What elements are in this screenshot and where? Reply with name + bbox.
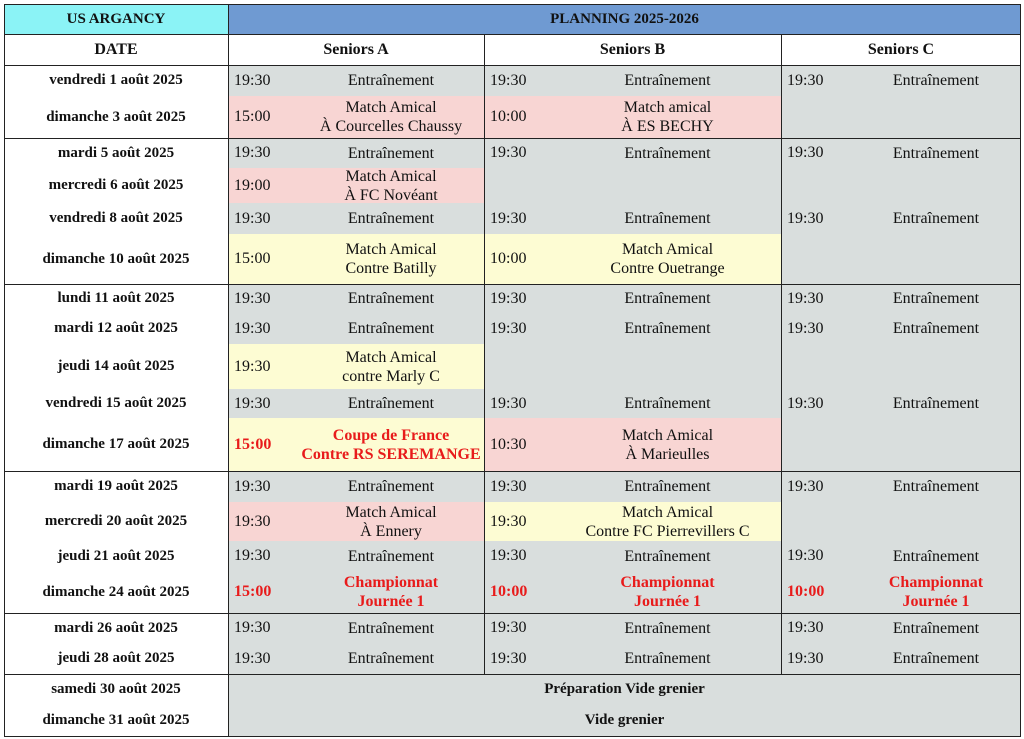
slot-time: 15:00 [234,250,271,267]
slot-time: 19:30 [787,71,824,89]
schedule-row [4,613,1021,643]
schedule-row [4,284,1021,313]
date-cell: lundi 11 août 2025 [4,284,228,313]
slot-activity [554,571,781,613]
slot-seniors-a [228,234,484,284]
slot-time: 15:00 [234,435,272,453]
date-cell: vendredi 1 août 2025 [4,65,228,96]
activity-line: Entraînement [624,290,711,307]
grid-line-vertical [1020,4,1021,737]
activity-line: Match amical [623,99,712,116]
slot-seniors-b [484,96,781,138]
slot-activity [554,96,781,138]
date-cell: mardi 19 août 2025 [4,471,228,502]
slot-seniors-a [228,613,484,643]
activity-line: Entraînement [624,72,711,89]
slot-seniors-b [484,471,781,502]
slot-seniors-a [228,389,484,418]
activity-line: Entraînement [624,650,711,667]
slot-seniors-b [484,502,781,541]
activity-line: Contre RS SEREMANGE [301,445,481,463]
slot-seniors-a [228,541,484,571]
activity-line: Match Amical [345,503,437,521]
slot-activity [851,313,1021,344]
activity-line: Entraînement [624,210,711,227]
schedule-row [4,571,1021,613]
slot-seniors-a [228,313,484,344]
slot-time: 10:00 [787,583,825,600]
activity-line: Contre FC Pierrevillers C [585,522,750,540]
date-cell: dimanche 3 août 2025 [4,96,228,138]
activity-line: Match Amical [621,241,714,258]
slot-time: 10:00 [490,583,528,600]
schedule-row [4,234,1021,284]
slot-seniors-b [484,234,781,284]
activity-line: Coupe de France [332,426,450,444]
activity-line: Entraînement [347,144,435,162]
slot-seniors-a [228,284,484,313]
slot-activity [554,313,781,344]
slot-seniors-b [484,138,781,168]
slot-seniors-a [228,65,484,96]
grid-line-horizontal [4,471,1021,472]
activity-line: Entraînement [347,290,435,307]
activity-line: Entraînement [624,144,711,162]
date-cell: mercredi 6 août 2025 [4,168,228,203]
slot-time: 19:30 [787,209,824,227]
slot-time: 19:30 [490,547,527,564]
slot-activity [298,203,484,234]
slot-seniors-c [781,471,1021,502]
slot-activity [298,234,484,284]
activity-line: contre Marly C [342,367,440,385]
slot-seniors-a [228,344,484,389]
slot-time: 10:30 [490,435,527,453]
date-cell: vendredi 15 août 2025 [4,389,228,418]
slot-seniors-c [781,96,1021,138]
schedule-row [4,471,1021,502]
schedule-row [4,138,1021,168]
slot-activity [851,138,1021,168]
slot-activity [298,613,484,643]
slot-seniors-a [228,203,484,234]
activity-line: Entraînement [347,72,435,89]
slot-time: 15:00 [234,108,271,125]
slot-time: 19:30 [787,477,824,495]
slot-time: 19:30 [234,144,271,161]
slot-time: 19:30 [490,209,527,227]
slot-time: 19:30 [490,649,527,667]
grid-line-vertical [228,4,229,737]
slot-time: 19:30 [787,319,824,337]
slot-seniors-b [484,65,781,96]
activity-line: Entraînement [347,650,435,667]
slot-seniors-a [228,502,484,541]
slot-activity [851,389,1021,418]
slot-activity [851,65,1021,96]
activity-line: Match Amical [345,99,437,116]
date-cell: mardi 12 août 2025 [4,313,228,344]
slot-time: 19:30 [787,144,824,161]
slot-time: 19:30 [490,319,527,337]
slot-activity [554,613,781,643]
activity-line: Journée 1 [357,593,425,610]
slot-activity [851,284,1021,313]
slot-activity [554,389,781,418]
date-cell: dimanche 17 août 2025 [4,418,228,471]
date-cell: jeudi 28 août 2025 [4,643,228,674]
activity-line: Entraînement [892,210,980,227]
slot-activity [554,284,781,313]
slot-seniors-b [484,571,781,613]
grid-line-horizontal [4,4,1021,5]
activity-line: Entraînement [347,478,435,495]
slot-activity [851,203,1021,234]
slot-time: 19:30 [234,319,271,337]
slot-activity [554,643,781,674]
schedule-row [4,418,1021,471]
date-cell: samedi 30 août 2025 [4,674,228,705]
slot-activity [298,138,484,168]
planning-title: PLANNING 2025-2026 [228,4,1021,34]
activity-line: À Ennery [360,522,422,540]
slot-time: 19:30 [234,357,271,375]
activity-line: Entraînement [624,395,711,412]
slot-time: 10:00 [490,108,527,125]
activity-line: Entraînement [347,395,435,412]
activity-line: Entraînement [624,619,711,637]
slot-activity [298,168,484,203]
grid-line-horizontal [4,34,1021,35]
activity-line: Match Amical [345,167,437,185]
slot-seniors-c [781,643,1021,674]
column-header-row [4,34,1021,65]
slot-seniors-c [781,234,1021,284]
slot-time: 19:30 [787,619,824,636]
slot-seniors-c [781,502,1021,541]
slot-seniors-b [484,613,781,643]
slot-seniors-c [781,613,1021,643]
date-cell: jeudi 14 août 2025 [4,344,228,389]
activity-line: Match Amical [621,426,714,444]
slot-time: 19:30 [234,289,271,307]
date-cell: mardi 26 août 2025 [4,613,228,643]
schedule-row [4,203,1021,234]
slot-time: 15:00 [234,583,272,600]
slot-seniors-b [484,313,781,344]
slot-seniors-c [781,138,1021,168]
activity-line: Match Amical [621,503,714,521]
slot-activity [298,541,484,571]
activity-line: Entraînement [347,619,435,637]
activity-line: Journée 1 [633,593,702,610]
schedule-row [4,389,1021,418]
slot-time: 19:30 [490,289,527,307]
activity-line: Entraînement [892,144,980,162]
slot-activity [554,471,781,502]
slot-activity [851,643,1021,674]
activity-line: Entraînement [892,619,980,637]
slot-time: 19:30 [787,394,824,412]
date-cell: mardi 5 août 2025 [4,138,228,168]
slot-activity [298,313,484,344]
activity-line: Match Amical [345,348,437,366]
slot-time: 19:30 [234,477,271,495]
slot-seniors-c [781,313,1021,344]
slot-time: 19:30 [234,394,271,412]
slot-activity [554,234,781,284]
activity-line: Entraînement [624,547,711,565]
slot-activity [298,284,484,313]
slot-activity [554,418,781,471]
activity-line: Match Amical [345,241,437,258]
slot-activity [554,138,781,168]
date-cell: dimanche 31 août 2025 [4,705,228,736]
slot-seniors-c [781,65,1021,96]
slot-time: 19:30 [490,512,527,530]
slot-seniors-c [781,571,1021,613]
slot-seniors-c [781,418,1021,471]
slot-seniors-b [484,418,781,471]
date-cell: dimanche 10 août 2025 [4,234,228,284]
activity-line: Championnat [343,574,439,591]
slot-seniors-a [228,418,484,471]
schedule-row [4,313,1021,344]
slot-activity [554,65,781,96]
slot-time: 19:30 [234,209,271,227]
slot-activity [298,471,484,502]
slot-activity [851,541,1021,571]
grid-line-horizontal [4,65,1021,66]
grid-line-horizontal [4,138,1021,139]
schedule-row [4,96,1021,138]
slot-seniors-b [484,203,781,234]
club-name: US ARGANCY [4,4,228,34]
grid-line-vertical [4,4,5,737]
slot-seniors-c [781,203,1021,234]
slot-time: 19:30 [787,289,824,307]
grid-line-horizontal [4,736,1021,737]
slot-time: 19:30 [234,547,271,564]
activity-line: Contre Ouetrange [610,260,725,277]
date-cell: jeudi 21 août 2025 [4,541,228,571]
slot-seniors-a [228,96,484,138]
grid-line-vertical [781,34,782,674]
slot-activity [851,571,1021,613]
date-cell: dimanche 24 août 2025 [4,571,228,613]
slot-seniors-c [781,168,1021,203]
slot-seniors-c [781,541,1021,571]
slot-activity [298,344,484,389]
slot-seniors-b [484,344,781,389]
activity-line: Championnat [888,574,984,591]
slot-seniors-b [484,389,781,418]
slot-activity [554,502,781,541]
column-header-seniors-a: Seniors A [228,34,484,65]
activity-line: Entraînement [892,478,980,495]
schedule-row [4,65,1021,96]
column-header-date: DATE [4,34,228,65]
activity-line: À Marieulles [625,445,710,463]
slot-time: 19:30 [234,649,271,667]
activity-line: Journée 1 [902,593,970,610]
activity-line: Entraînement [347,210,435,227]
slot-seniors-a [228,168,484,203]
slot-activity [298,96,484,138]
activity-line: Entraînement [624,478,711,495]
schedule-row [4,502,1021,541]
slot-time: 10:00 [490,250,527,267]
slot-seniors-c [781,284,1021,313]
slot-time: 19:30 [234,71,271,89]
activity-line: Entraînement [892,547,980,565]
event-span-cell: Vide grenier [228,705,1021,736]
slot-time: 19:30 [490,144,527,161]
activity-line: Championnat [620,574,715,591]
slot-seniors-a [228,643,484,674]
slot-time: 19:30 [234,512,271,530]
column-header-seniors-c: Seniors C [781,34,1021,65]
slot-activity [298,418,484,471]
slot-activity [298,502,484,541]
slot-activity [298,389,484,418]
slot-activity [851,471,1021,502]
slot-time: 19:00 [234,176,271,194]
schedule-row [4,674,1021,705]
slot-time: 19:30 [787,547,824,564]
activity-line: Entraînement [347,547,435,565]
activity-line: Contre Batilly [345,260,437,277]
slot-activity [298,643,484,674]
schedule-row [4,705,1021,736]
schedule-row [4,344,1021,389]
event-span-cell: Préparation Vide grenier [228,674,1021,705]
schedule-row [4,541,1021,571]
slot-seniors-b [484,168,781,203]
activity-line: Entraînement [892,650,980,667]
schedule-row [4,643,1021,674]
title-row [4,4,1021,34]
grid-line-horizontal [4,674,1021,675]
slot-seniors-b [484,284,781,313]
slot-activity [298,571,484,613]
slot-seniors-a [228,571,484,613]
slot-seniors-c [781,389,1021,418]
slot-activity [554,203,781,234]
grid-line-vertical [484,34,485,674]
slot-seniors-a [228,471,484,502]
slot-seniors-c [781,344,1021,389]
activity-line: À ES BECHY [621,118,714,135]
activity-line: Entraînement [892,290,980,307]
activity-line: À Courcelles Chaussy [319,118,463,135]
slot-seniors-b [484,541,781,571]
slot-time: 19:30 [490,619,527,636]
slot-seniors-a [228,138,484,168]
slot-time: 19:30 [234,619,271,636]
schedule-row [4,168,1021,203]
slot-time: 19:30 [490,477,527,495]
date-cell: vendredi 8 août 2025 [4,203,228,234]
activity-line: Entraînement [892,395,980,412]
activity-line: Entraînement [892,72,980,89]
activity-line: À FC Novéant [344,186,438,204]
slot-time: 19:30 [490,394,527,412]
activity-line: Entraînement [892,320,980,337]
slot-time: 19:30 [787,649,824,667]
slot-activity [851,613,1021,643]
slot-activity [298,65,484,96]
date-cell: mercredi 20 août 2025 [4,502,228,541]
slot-activity [554,541,781,571]
grid-line-horizontal [4,613,1021,614]
activity-line: Entraînement [347,320,435,337]
grid-line-horizontal [4,284,1021,285]
slot-time: 19:30 [490,71,527,89]
column-header-seniors-b: Seniors B [484,34,781,65]
activity-line: Entraînement [624,320,711,337]
slot-seniors-b [484,643,781,674]
